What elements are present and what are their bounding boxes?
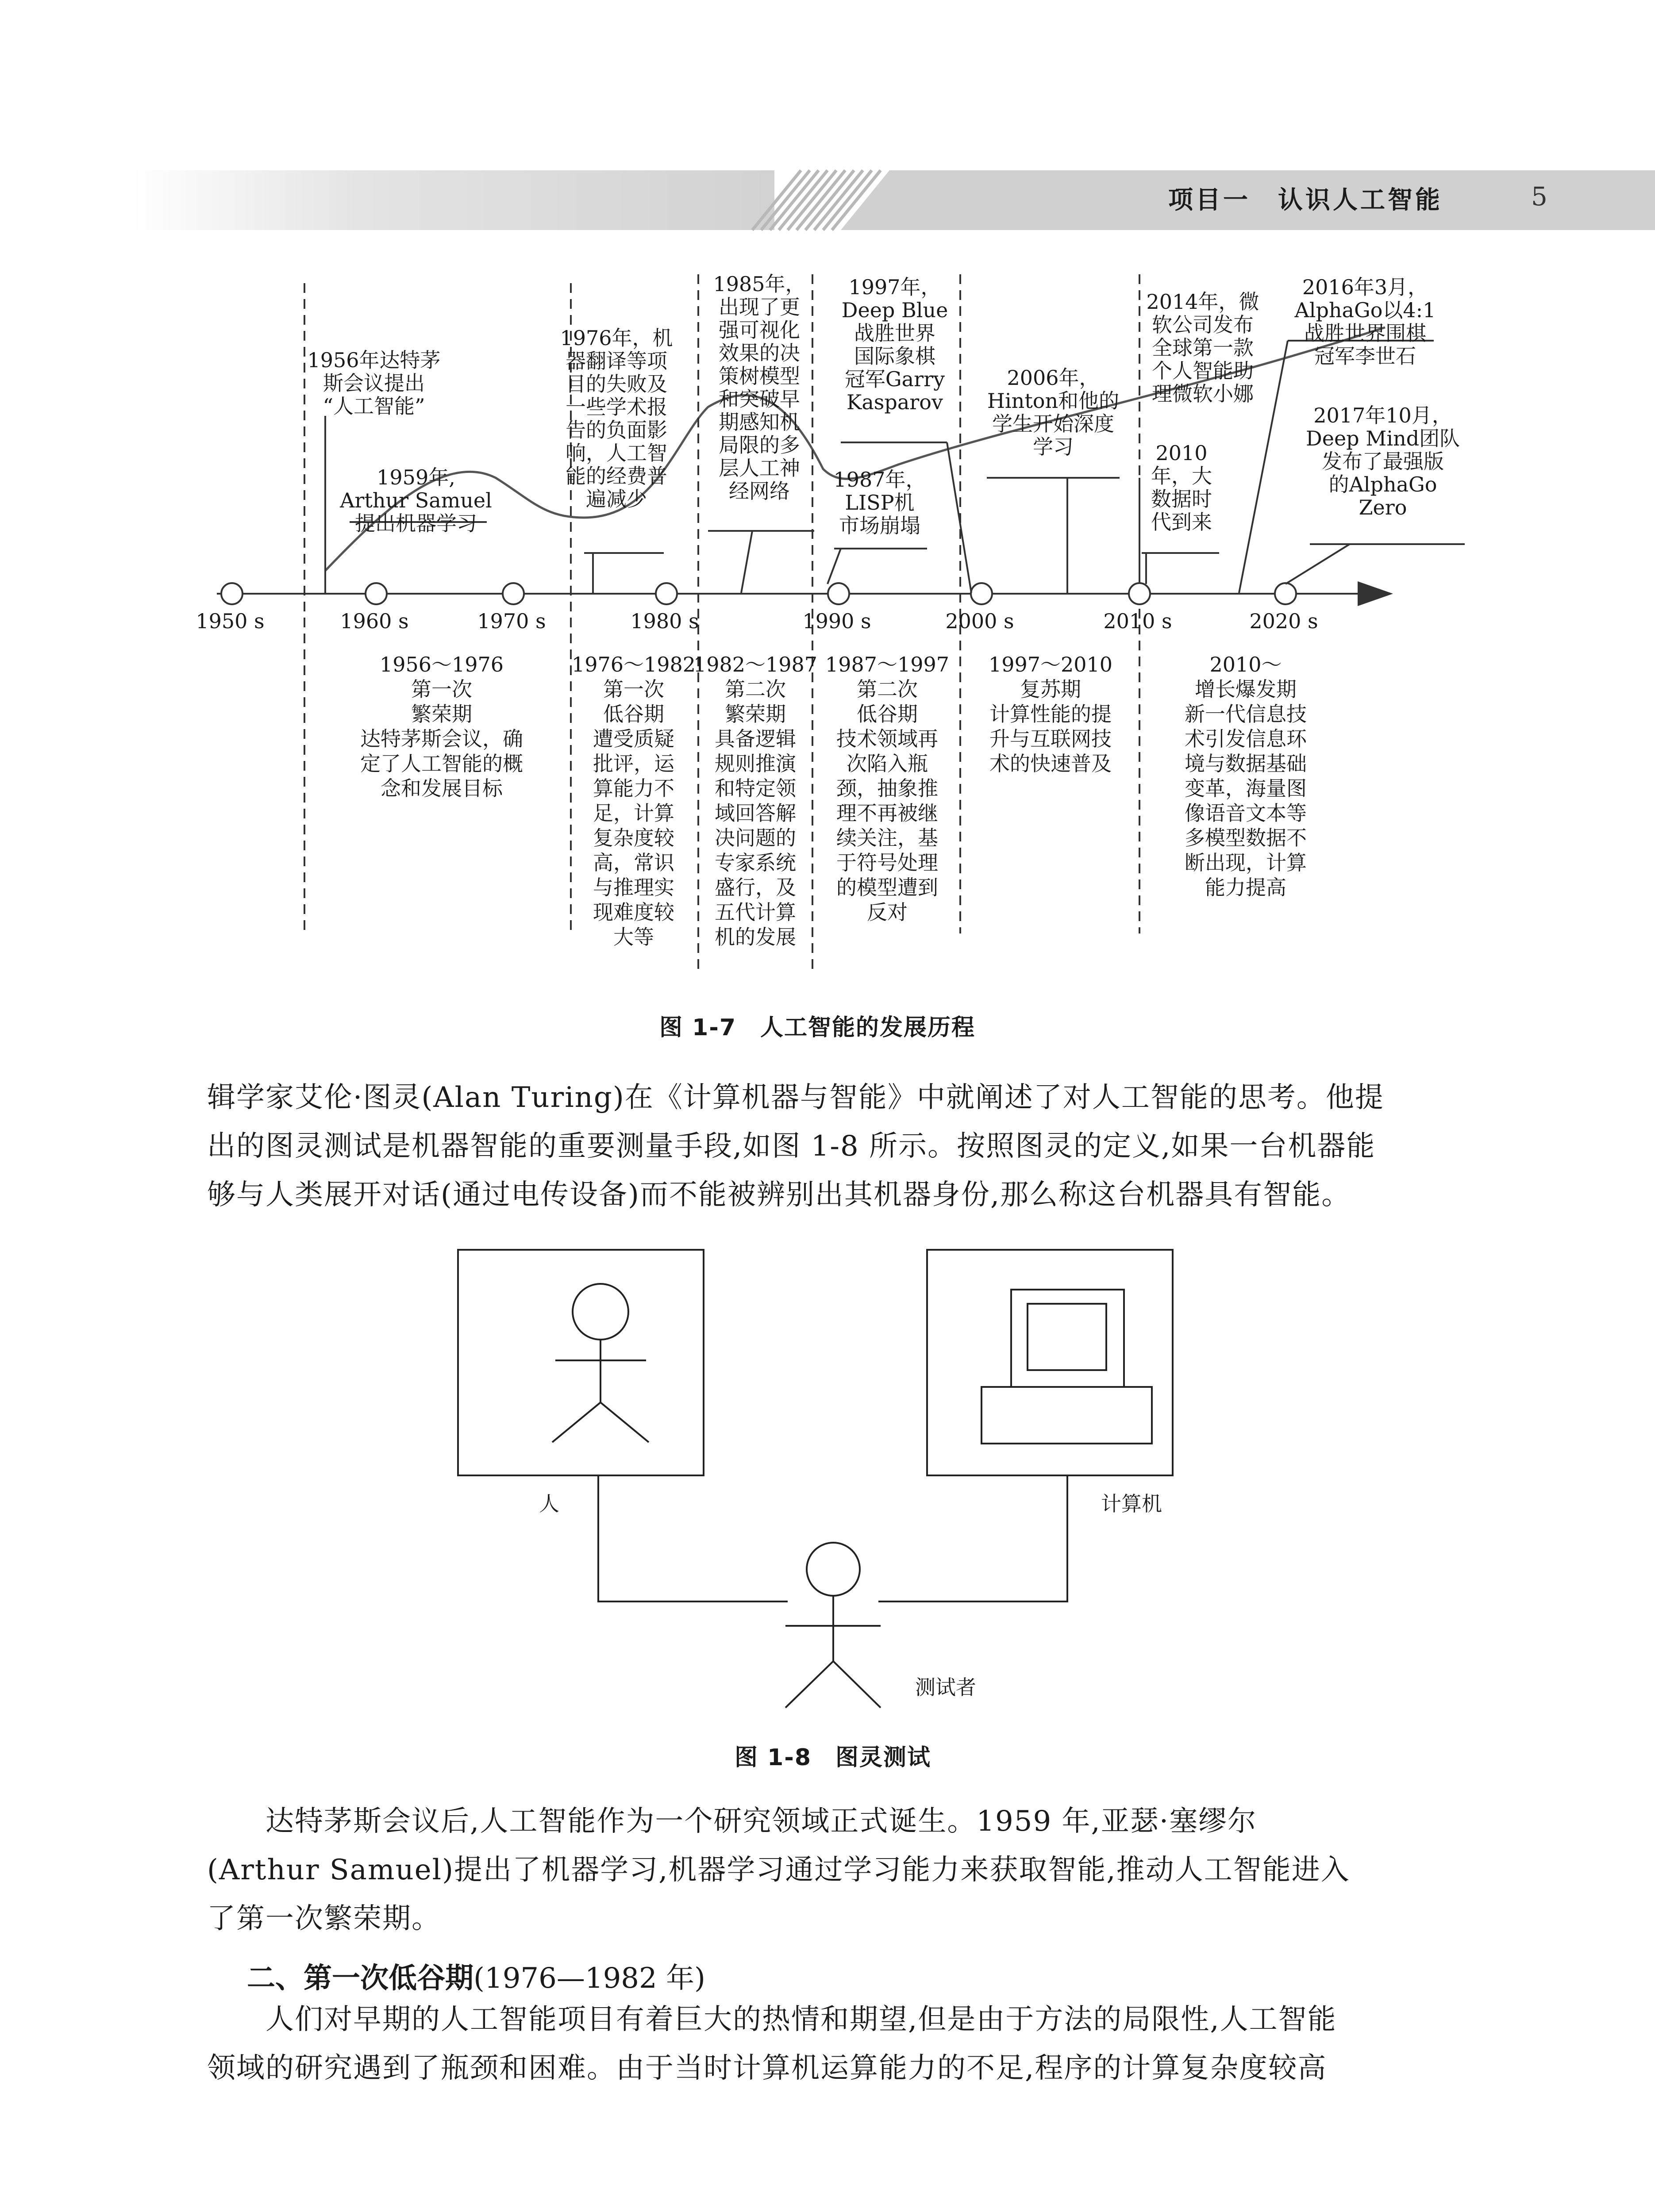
event-label-line: 1987年， <box>833 468 926 492</box>
event-label-line: 理微软小娜 <box>1152 382 1254 406</box>
period-label-line: 专家系统 <box>715 851 796 875</box>
tick-label: 2020 s <box>1249 609 1318 633</box>
period-label-line: 算能力不 <box>593 776 674 800</box>
figure-1-7-timeline <box>0 0 1655 1018</box>
event-label-line: 强可视化 <box>719 318 800 342</box>
period-label-line: 反对 <box>867 900 908 924</box>
period-label-line: 升与互联网技 <box>989 727 1112 751</box>
period-label-line: 术引发信息环 <box>1185 727 1307 751</box>
event-label-line: 策树模型 <box>719 364 800 388</box>
tick-label: 1950 s <box>196 609 265 633</box>
leader-line <box>708 531 814 593</box>
leader-line <box>584 553 664 593</box>
period-label-line: 第二次 <box>857 677 918 701</box>
event-label-line: 1997年， <box>848 275 941 299</box>
period-label-line: 的模型遭到 <box>836 876 938 899</box>
period-label-line: 计算性能的提 <box>989 702 1112 726</box>
period-label-line: 增长爆发期 <box>1195 677 1297 701</box>
event-label-line: 学习 <box>1033 435 1074 459</box>
computer-box <box>927 1250 1173 1475</box>
section-title: 二、第一次低谷期 <box>247 1962 473 1995</box>
paragraph-line: 领域的研究遇到了瓶颈和困难。由于当时计算机运算能力的不足,程序的计算复杂度较高 <box>207 2052 1327 2085</box>
label-computer: 计算机 <box>1101 1492 1162 1516</box>
event-label-line: 器翻译等项 <box>566 349 667 373</box>
tick-marker <box>971 583 992 604</box>
label-tester: 测试者 <box>915 1675 976 1699</box>
tick-marker <box>656 583 677 604</box>
event-label-line: 1956年达特茅 <box>307 348 441 372</box>
paragraph-line: 辑学家艾伦·图灵(Alan Turing)在《计算机器与智能》中就阐述了对人工智能的思考。他提 <box>207 1081 1384 1114</box>
event-labels <box>307 272 1460 538</box>
event-label-line: 2010 <box>1155 441 1208 465</box>
event-label-line: 个人智能助 <box>1152 359 1254 383</box>
paragraph-line: 出的图灵测试是机器智能的重要测量手段,如图 1-8 所示。按照图灵的定义,如果一台机器能 <box>207 1130 1376 1163</box>
period-label-line: 五代计算 <box>715 900 796 924</box>
period-label-line: 遭受质疑 <box>593 727 674 751</box>
tick-label: 2010 s <box>1103 609 1172 633</box>
section-years: (1976—1982 年) <box>473 1962 706 1995</box>
event-label-line: “人工智能” <box>323 394 425 418</box>
page-number: 5 <box>1531 181 1547 211</box>
paragraph-3 <box>207 1995 1473 2093</box>
computer-icon <box>981 1290 1152 1444</box>
section-heading <box>247 1955 705 1996</box>
tick-label: 1980 s <box>630 609 699 633</box>
event-label-line: Hinton和他的 <box>987 389 1120 413</box>
period-label-line: 第一次 <box>411 677 472 701</box>
person-box <box>458 1250 704 1475</box>
period-label-line: 高，常识 <box>593 851 674 875</box>
event-label-line: 代到来 <box>1151 510 1212 534</box>
paragraph-2 <box>207 1797 1473 1943</box>
period-label-line: 续关注，基 <box>836 826 938 850</box>
paragraph-1 <box>207 1073 1473 1219</box>
event-label-line: LISP机 <box>845 491 915 515</box>
tick-marker <box>503 583 524 604</box>
period-label-line: 繁荣期 <box>411 702 472 726</box>
paragraph-line: (Arthur Samuel)提出了机器学习,机器学习通过学习能力来获取智能,推动人工智能进入 <box>207 1854 1350 1886</box>
event-label-line: Deep Blue <box>841 298 948 322</box>
period-label-line: 多模型数据不 <box>1185 826 1307 850</box>
event-label-line: 国际象棋 <box>854 344 935 368</box>
timeline-ticks <box>196 583 1318 633</box>
event-label-line: 提出机器学习 <box>355 511 477 535</box>
period-label-line: 变革，海量图 <box>1185 776 1307 800</box>
period-label-line: 境与数据基础 <box>1185 752 1307 776</box>
period-label-line: 断出现，计算 <box>1185 851 1307 875</box>
tick-marker <box>1129 583 1150 604</box>
event-label-line: Deep Mind团队 <box>1305 426 1460 450</box>
tick-label: 1970 s <box>477 609 546 633</box>
leader-line <box>1286 544 1465 584</box>
event-label-line: 目的失败及 <box>566 372 667 396</box>
leader-line <box>1142 553 1219 584</box>
tick-label: 1960 s <box>340 609 409 633</box>
event-label-line: 局限的多 <box>719 433 800 457</box>
paragraph-line: 达特茅斯会议后,人工智能作为一个研究领域正式诞生。1959 年,亚瑟·塞缪尔 <box>207 1805 1257 1838</box>
event-label-line: 1985年， <box>713 272 806 296</box>
event-label-line: 1959年, <box>377 465 455 489</box>
label-person: 人 <box>539 1492 559 1516</box>
event-label-line: AlphaGo以4:1 <box>1294 298 1436 322</box>
period-label-line: 和特定领 <box>715 776 796 800</box>
event-label-line: 和突破早 <box>719 387 800 411</box>
paragraph-line: 够与人类展开对话(通过电传设备)而不能被辨别出其机器身份,那么称这台机器具有智能。 <box>207 1179 1351 1211</box>
event-label-line: Kasparov <box>847 390 943 414</box>
event-label-line: 年，大 <box>1151 464 1212 488</box>
event-label-line: 效果的决 <box>719 341 800 365</box>
event-label-line: 告的负面影 <box>566 418 667 442</box>
tick-marker <box>366 583 387 604</box>
period-label-line: 于符号处理 <box>836 851 938 875</box>
period-labels <box>360 653 1308 949</box>
event-label-line: 响，人工智 <box>566 441 667 465</box>
period-label-line: 复苏期 <box>1020 677 1081 701</box>
figure-1-7-caption: 图 1-7 人工智能的发展历程 <box>659 1014 976 1041</box>
leader-line <box>828 549 927 584</box>
tick-marker <box>828 583 849 604</box>
period-label-line: 术的快速普及 <box>989 752 1112 776</box>
period-label-line: 理不再被继 <box>836 801 938 825</box>
tick-marker <box>221 583 242 604</box>
event-label-line: 层人工神 <box>719 456 800 480</box>
period-label-line: 足，计算 <box>593 801 674 825</box>
tick-label: 2000 s <box>945 609 1014 633</box>
event-label-line: 软公司发布 <box>1152 313 1254 337</box>
event-label-line: 一些学术报 <box>566 395 667 419</box>
period-label-line: 现难度较 <box>593 900 674 924</box>
period-label-line: 达特茅斯会议，确 <box>360 727 523 751</box>
period-label-line: 1956～1976 <box>379 653 504 676</box>
person-connector <box>598 1475 788 1601</box>
event-label-line: 数据时 <box>1151 487 1212 511</box>
figure-1-8-caption: 图 1-8 图灵测试 <box>735 1744 931 1771</box>
event-label-line: Arthur Samuel <box>340 488 492 512</box>
leader-line <box>987 478 1120 593</box>
period-label-line: 第一次 <box>603 677 664 701</box>
paragraph-line: 了第一次繁荣期。 <box>207 1902 441 1935</box>
period-label-line: 1997～2010 <box>988 653 1113 676</box>
period-label-line: 低谷期 <box>603 702 664 726</box>
event-label-line: 出现了更 <box>719 295 800 319</box>
event-label-line: 能的经费普 <box>566 464 667 488</box>
period-label-line: 定了人工智能的概 <box>360 752 523 776</box>
period-label-line: 1976～1982 <box>571 653 696 676</box>
period-label-line: 大等 <box>613 925 654 949</box>
period-label-line: 新一代信息技 <box>1185 702 1307 726</box>
period-label-line: 1982～1987 <box>693 653 818 676</box>
period-label-line: 批评，运 <box>593 752 674 776</box>
period-label-line: 域回答解 <box>715 801 796 825</box>
period-label-line: 盛行，及 <box>715 876 796 899</box>
event-label-line: 1976年，机 <box>560 326 673 350</box>
period-label-line: 1987～1997 <box>825 653 950 676</box>
period-label-line: 能力提高 <box>1205 876 1286 899</box>
computer-connector <box>878 1475 1067 1601</box>
event-label-line: 2017年10月， <box>1313 403 1452 427</box>
period-label-line: 2010～ <box>1209 653 1282 676</box>
event-label-line: 2014年，微 <box>1146 290 1259 314</box>
event-label-line: 学生开始深度 <box>992 412 1114 436</box>
event-label-line: 战胜世界 <box>854 321 935 345</box>
period-label-line: 技术领域再 <box>836 727 938 751</box>
event-label-line: 发布了最强版 <box>1322 449 1444 473</box>
tick-marker <box>1275 583 1296 604</box>
event-label-line: 2016年3月， <box>1302 275 1428 299</box>
figure-1-8-turing-test <box>0 1230 1655 1761</box>
event-label-line: Zero <box>1359 495 1407 519</box>
tick-label: 1990 s <box>802 609 871 633</box>
period-label-line: 决问题的 <box>715 826 796 850</box>
paragraph-line: 人们对早期的人工智能项目有着巨大的热情和期望,但是由于方法的局限性,人工智能 <box>207 2003 1337 2036</box>
event-label-line: 市场崩塌 <box>839 514 920 538</box>
period-label-line: 念和发展目标 <box>381 776 503 800</box>
period-label-line: 第二次 <box>725 677 786 701</box>
period-label-line: 颈，抽象推 <box>836 776 938 800</box>
tester-figure-icon <box>785 1543 881 1708</box>
period-label-line: 具备逻辑 <box>715 727 796 751</box>
event-label-line: 战胜世界围棋 <box>1304 321 1426 345</box>
event-label-line: 遍减少 <box>586 487 647 511</box>
period-label-line: 次陷入瓶 <box>847 752 928 776</box>
period-label-line: 与推理实 <box>593 876 674 899</box>
period-label-line: 像语音文本等 <box>1185 801 1307 825</box>
period-label-line: 机的发展 <box>715 925 796 949</box>
period-label-line: 复杂度较 <box>593 826 674 850</box>
event-label-line: 全球第一款 <box>1152 336 1254 360</box>
period-label-line: 低谷期 <box>857 702 918 726</box>
person-figure-icon <box>552 1284 649 1442</box>
event-label-line: 期感知机 <box>719 410 800 434</box>
event-label-line: 冠军Garry <box>844 367 945 391</box>
period-label-line: 繁荣期 <box>725 702 786 726</box>
event-label-line: 的AlphaGo <box>1328 472 1437 496</box>
event-label-line: 2006年， <box>1007 366 1100 390</box>
event-label-line: 经网络 <box>729 479 790 503</box>
event-label-line: 冠军李世石 <box>1314 344 1416 368</box>
event-label-line: 斯会议提出 <box>323 371 425 395</box>
chapter-title: 项目一 认识人工智能 <box>1168 186 1443 215</box>
period-label-line: 规则推演 <box>715 752 796 776</box>
